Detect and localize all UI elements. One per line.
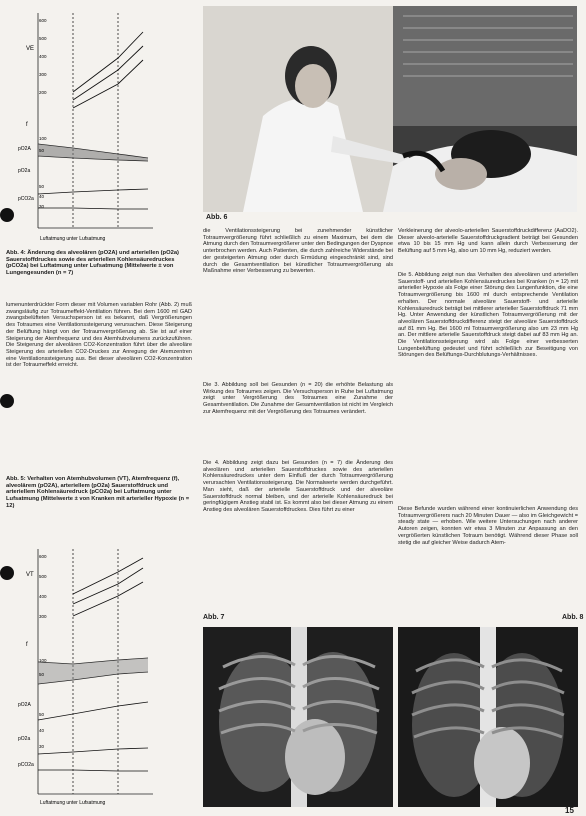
figure-8-xray <box>398 627 578 807</box>
chart4-label-VE: VE <box>26 46 35 52</box>
column-c-paragraph-1: Verkleinerung der alveolo-arteriellen Sauerstoffdruckdifferenz (AaDO2). Dieser alveolo-arterielle Sauerstoffdruckgradient beträgt bei Gesunden etwa 10 bis 15 mm Hg und kann allein durch Verbesserung der Belüftung auf 5 mm Hg, also um 10 mm Hg, reduziert werden. <box>398 228 578 255</box>
chart5-series-low <box>38 702 148 771</box>
tick-label: 100 <box>39 136 47 141</box>
chart4-label-f: f <box>26 122 28 128</box>
column-c-paragraph-3: Diese Befunde wurden während einer kontinuierlichen Anwendung des Totraumvergrößerers nach 20 Minuten Dauer — also im Gleichgewicht = steady state — erhoben. Wie weitere Untersuchungen nach anderer Autoren zeigen, konnten wir etwa 3 Minuten zur Anpassung an den vergrößerten künstlichen Totraum benötigt. Während dieser Phase soll stetig die auf gleicher Weise dadurch Atem- <box>398 506 578 546</box>
tick-label: 50 <box>39 672 45 677</box>
tick-label: 100 <box>39 658 47 663</box>
chart4-series-upper <box>73 32 143 108</box>
chart5-series-upper <box>73 558 143 616</box>
binder-hole-lower <box>0 566 14 580</box>
figure-5-chart <box>18 544 168 808</box>
tick-label: 30 <box>39 204 45 209</box>
binder-hole-top <box>0 208 14 222</box>
figure-7-xray-illustration <box>203 627 393 807</box>
tick-label: 500 <box>39 574 47 579</box>
chart5-xlabel: Luftatmung unter Lufsatmung <box>40 800 106 806</box>
column-b-paragraph-1: die Ventilationssteigerung bei zunehmender künstlicher Totraumvergrößerung führt schließlich zu einem Maximum, bei dem die Atmung durch den Totraumvergrößerer unter den Bedingungen der Dyspnoe unterbrochen werden. Auch Patienten, die durch zahlreiche Widerstände bei der gesteigerten Atmung oder durch Ermüdung eingeschränkt sind, sind durch die Gesamtventilation bei künstlicher Totraumvergrößerung als Maßnahme einer Verbesserung zu bewerten. <box>203 228 393 275</box>
figure-4-chart <box>18 8 168 248</box>
tick-label: 40 <box>39 728 45 733</box>
tick-label: 300 <box>39 614 47 619</box>
tick-label: 600 <box>39 554 47 559</box>
column-c-paragraph-2: Die 5. Abbildung zeigt nun das Verhalten des alveolären und arteriellen Sauerstoff- und arteriellen Kohlensäuredruckes bei Kranken (n = 12) mit arterieller Hypoxie als Folge einer Störung des Lungenfunktion, die eine Totraumvergrößerung bis 1600 ml durch entsprechende Ventilation erhalten. Der normale alveoläre Sauerstoff- und arterielle Kohlensäuredruck beträgt bei mittlerer arterieller Sauerstoffdruck 71 mm Hg. Unter Anwendung der künstlichen Totraumvergrößerung mit der alveolären Sauerstoffdruckdifferenz steigt der alveoläre Sauerstoffdruck auf 81 mm Hg. Bei 1600 ml Totraumvergrößerung also um 23 mm Hg an. Der mittlere arterielle Sauerstoffdruck steigt dabei auf 83 mm Hg an. Die Ventilationssteigerung wird als Folge einer verbesserten Lungenbelüftung gedeutet und führt schließlich zur Beseitigung von Störungen des Belüftungs-Durchblutungs-Verhältnisses. <box>398 272 578 359</box>
tick-label: 30 <box>39 744 45 749</box>
tick-label: 500 <box>39 36 47 41</box>
chart4-label-pO2a: pO2a <box>18 168 31 174</box>
column-a-paragraph-1: lumenunterdrückter Form dieser mit Volumen variablen Rohr (Abb. 2) muß zwangsläufig zur Totraumeffekt-Ventilation führen. Bei dem 1600 ml GAD zwangsbelüfteten Versuchsperson ist es bekannt, daß Vergrößerungen des Totraumes eine Ventilationssteigerung verursachen. Diese Steigerung der Belüftung hängt von der Totraumvergrößerung ab. Sie ist auf einer Steigerung der Atemfrequenz und des Atemhubvolumens zurückzuführen. Die Steigerung der alveolären CO2-Konzentration führt über die alveoläre Steigerung des arteriellen CO2-Druckes zur Anregung der Atemzentren eine Ventilationssteigerung aus. Bei dieser alveolären CO2-Konzentration ist der Totraumeffekt erreicht. <box>6 302 192 369</box>
tick-label: 300 <box>39 72 47 77</box>
figure-7-label: Abb. 7 <box>203 614 225 621</box>
chart4-shaded-band <box>38 144 148 161</box>
figure-4-caption: Abb. 4: Änderung des alveolären (pO2A) und arteriellen (pO2a) Sauerstoffdruckes sowie des arteriellen Kohlensäuredruckes (pCO2a) bei Luftatmung unter Lufsatmung (Mittelwerte ± von Lungengesunden (n = 7) <box>6 250 179 277</box>
binder-hole-middle <box>0 394 14 408</box>
chart4-series-low <box>38 189 148 209</box>
tick-label: 200 <box>39 90 47 95</box>
chart5-label-pO2A: pO2A <box>18 702 31 708</box>
figure-6-photo-illustration <box>203 6 577 212</box>
figure-6-photo <box>203 6 577 212</box>
chart5-label-f: f <box>26 642 28 648</box>
tick-label: 400 <box>39 594 47 599</box>
figure-8-label: Abb. 8 <box>562 614 584 621</box>
tick-label: 40 <box>39 194 45 199</box>
tick-label: 50 <box>39 184 45 189</box>
tick-label: 400 <box>39 54 47 59</box>
column-b-paragraph-3: Die 4. Abbildung zeigt dazu bei Gesunden (n = 7) die Änderung des alveolären und arteriellen Sauerstoffdruckes sowie des arteriellen Kohlensäuredruckes unter dem Einfluß der durch Totraumvergrößerung verursachten Ventilationssteigerung. Die Normalwerte werden durchgeführt. Man sieht, daß der arterielle Sauerstoffdruck und der alveoläre Sauerstoffdruck normal bleiben, und der arterielle Kohlensäuredruck bei geringfügigem Anstieg stabil ist. Es kommt also bei dieser Atmung zu einem Anstieg des alveolären Sauerstoffdruckes. Dies führt zu einer <box>203 460 393 513</box>
chart5-label-pCO2a: pCO2a <box>18 762 34 768</box>
chart4-label-pCO2a: pCO2a <box>18 196 34 202</box>
chart4-xlabel: Luftatmung unter Lufsatmung <box>40 236 106 242</box>
figure-8-xray-illustration <box>398 627 578 807</box>
chart4-axis <box>38 13 153 228</box>
chart5-label-pO2a: pO2a <box>18 736 31 742</box>
chart4-label-pO2A: pO2A <box>18 146 31 152</box>
column-b-paragraph-2: Die 3. Abbildung soll bei Gesunden (n = 20) die erhöhte Belastung als Wirkung des Totraumes zeigen. Die Versuchsperson in Ruhe bei Luftatmung zeigt unter Vergrößerung des Totraumes eine Zunahme der Gesamtventilation. Die Zunahme der Gesamtventilation ist nicht im Vergleich zur Atemfrequenz mit der Vergrößerung des Totraumes verändert. <box>203 382 393 415</box>
tick-label: 600 <box>39 18 47 23</box>
chart5-label-VT: VT <box>26 572 34 578</box>
tick-label: 50 <box>39 712 45 717</box>
figure-5-caption: Abb. 5: Verhalten von Atemhubvolumen (VT), Atemfrequenz (f), alveolärem (pO2A), arteriellem (pO2a) Sauerstoffdruck und arteriellem Kohlensäuredruck (pCO2a) bei Luftatmung unter Lufsatmung (Mittelwerte ± von Kranken mit arterieller Hypoxie (n = 12) <box>6 476 190 509</box>
figure-6-label: Abb. 6 <box>206 214 228 221</box>
tick-label: 50 <box>39 148 45 153</box>
figure-7-xray <box>203 627 393 807</box>
page-number: 15 <box>565 806 574 815</box>
